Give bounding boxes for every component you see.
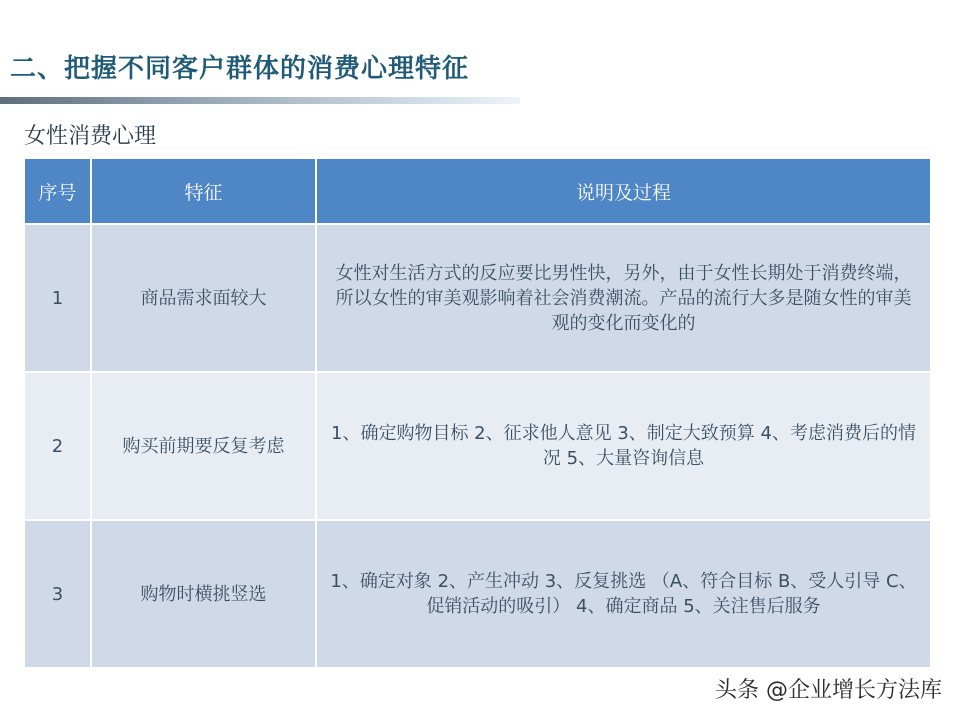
title-underline-bar — [0, 97, 520, 104]
row-feature: 商品需求面较大 — [91, 224, 316, 372]
header-index: 序号 — [24, 158, 91, 224]
table-header-row — [24, 158, 931, 224]
source-watermark: 头条 @企业增长方法库 — [715, 678, 942, 703]
feature-table — [23, 157, 932, 669]
header-description: 说明及过程 — [316, 158, 931, 224]
table-row — [24, 224, 931, 372]
header-feature: 特征 — [91, 158, 316, 224]
section-subtitle: 女性消费心理 — [24, 124, 157, 149]
row-feature: 购买前期要反复考虑 — [91, 372, 316, 520]
row-description: 1、确定购物目标 2、征求他人意见 3、制定大致预算 4、考虑消费后的情况 5、大量咨询信息 — [316, 372, 931, 520]
table-row — [24, 372, 931, 520]
row-index: 1 — [24, 224, 91, 372]
row-description: 1、确定对象 2、产生冲动 3、反复挑选 （A、符合目标 B、受人引导 C、促销活动的吸引） 4、确定商品 5、关注售后服务 — [316, 520, 931, 668]
row-index: 2 — [24, 372, 91, 520]
slide-title: 二、把握不同客户群体的消费心理特征 — [10, 54, 470, 84]
row-description: 女性对生活方式的反应要比男性快，另外，由于女性长期处于消费终端，所以女性的审美观影响着社会消费潮流。产品的流行大多是随女性的审美观的变化而变化的 — [316, 224, 931, 372]
row-feature: 购物时横挑竖选 — [91, 520, 316, 668]
row-index: 3 — [24, 520, 91, 668]
table-row — [24, 520, 931, 668]
